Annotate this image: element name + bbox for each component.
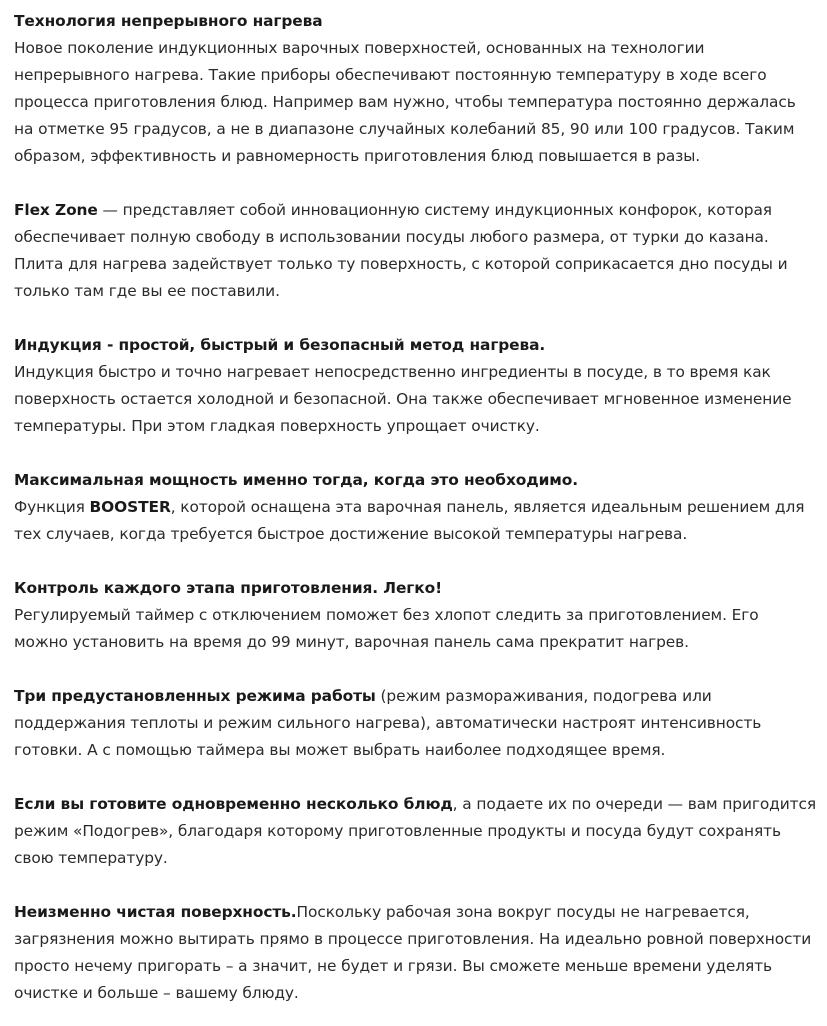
section-clean-surface xyxy=(14,899,817,1007)
section-text: Индукция быстро и точно нагревает непосредственно ингредиенты в посуде, в то время как поверхность остается холодной и безопасной. Она также обеспечивает мгновенное изменение температуры. При этом гладкая поверхность упрощает очистку. xyxy=(14,363,792,435)
section-text: Новое поколение индукционных варочных поверхностей, основанных на технологии непрерывного нагрева. Такие приборы обеспечивают постоянную температуру в ходе всего процесса приготовления блюд. Например вам нужно, чтобы температура постоянно держалась на отметке 95 градусов, а не в диапазоне случайных колебаний 85, 90 или 100 градусов. Таким образом, эффективность и равномерность приготовления блюд повышается в разы. xyxy=(14,39,796,165)
section-paragraph xyxy=(14,197,817,305)
section-paragraph xyxy=(14,791,817,872)
section-continuous-heating xyxy=(14,8,817,170)
section-text: , а подаете их по очереди — вам пригодится режим «Подогрев», благодаря которому приготовленные продукты и посуда будут сохранять свою температуру. xyxy=(14,795,816,867)
section-text: — представляет собой инновационную систему индукционных конфорок, которая обеспечивает полную свободу в использовании посуды любого размера, от турки до казана. Плита для нагрева задействует только ту поверхность, с которой соприкасается дно посуды и только там где вы ее поставили. xyxy=(14,201,788,300)
section-preset-modes xyxy=(14,683,817,764)
section-text: Поскольку рабочая зона вокруг посуды не нагревается, загрязнения можно вытирать прямо в процессе приготовления. На идеально ровной поверхности просто нечему пригорать – а значит, не будет и грязи. Вы сможете меньше времени уделять очистке и больше – вашему блюду. xyxy=(14,903,812,1002)
section-heading: Технология непрерывного нагрева xyxy=(14,12,323,30)
section-timer-control xyxy=(14,575,817,656)
booster-term: BOOSTER xyxy=(89,498,171,516)
section-text: Регулируемый таймер с отключением поможет без хлопот следить за приготовлением. Его можно установить на время до 99 минут, варочная панель сама прекратит нагрев. xyxy=(14,606,759,651)
section-text: (режим размораживания, подогрева или поддержания теплоты и режим сильного нагрева), автоматически настроят интенсивность готовки. А с помощью таймера вы может выбрать наиболее подходящее время. xyxy=(14,687,762,759)
section-paragraph xyxy=(14,494,817,548)
section-induction xyxy=(14,332,817,440)
section-lead: Три предустановленных режима работы xyxy=(14,687,376,705)
section-max-power xyxy=(14,467,817,548)
section-text-after: , которой оснащена эта варочная панель, является идеальным решением для тех случаев, когда требуется быстрое достижение высокой температуры нагрева. xyxy=(14,498,805,543)
section-heading: Максимальная мощность именно тогда, когда это необходимо. xyxy=(14,471,578,489)
section-lead: Неизменно чистая поверхность. xyxy=(14,903,297,921)
section-lead: Если вы готовите одновременно несколько блюд xyxy=(14,795,453,813)
section-keep-warm xyxy=(14,791,817,872)
section-flex-zone xyxy=(14,197,817,305)
section-heading: Индукция - простой, быстрый и безопасный метод нагрева. xyxy=(14,336,546,354)
section-text-before: Функция xyxy=(14,498,90,516)
section-paragraph xyxy=(14,899,817,1007)
section-paragraph xyxy=(14,683,817,764)
section-heading: Контроль каждого этапа приготовления. Легко! xyxy=(14,579,442,597)
section-lead: Flex Zone xyxy=(14,201,98,219)
